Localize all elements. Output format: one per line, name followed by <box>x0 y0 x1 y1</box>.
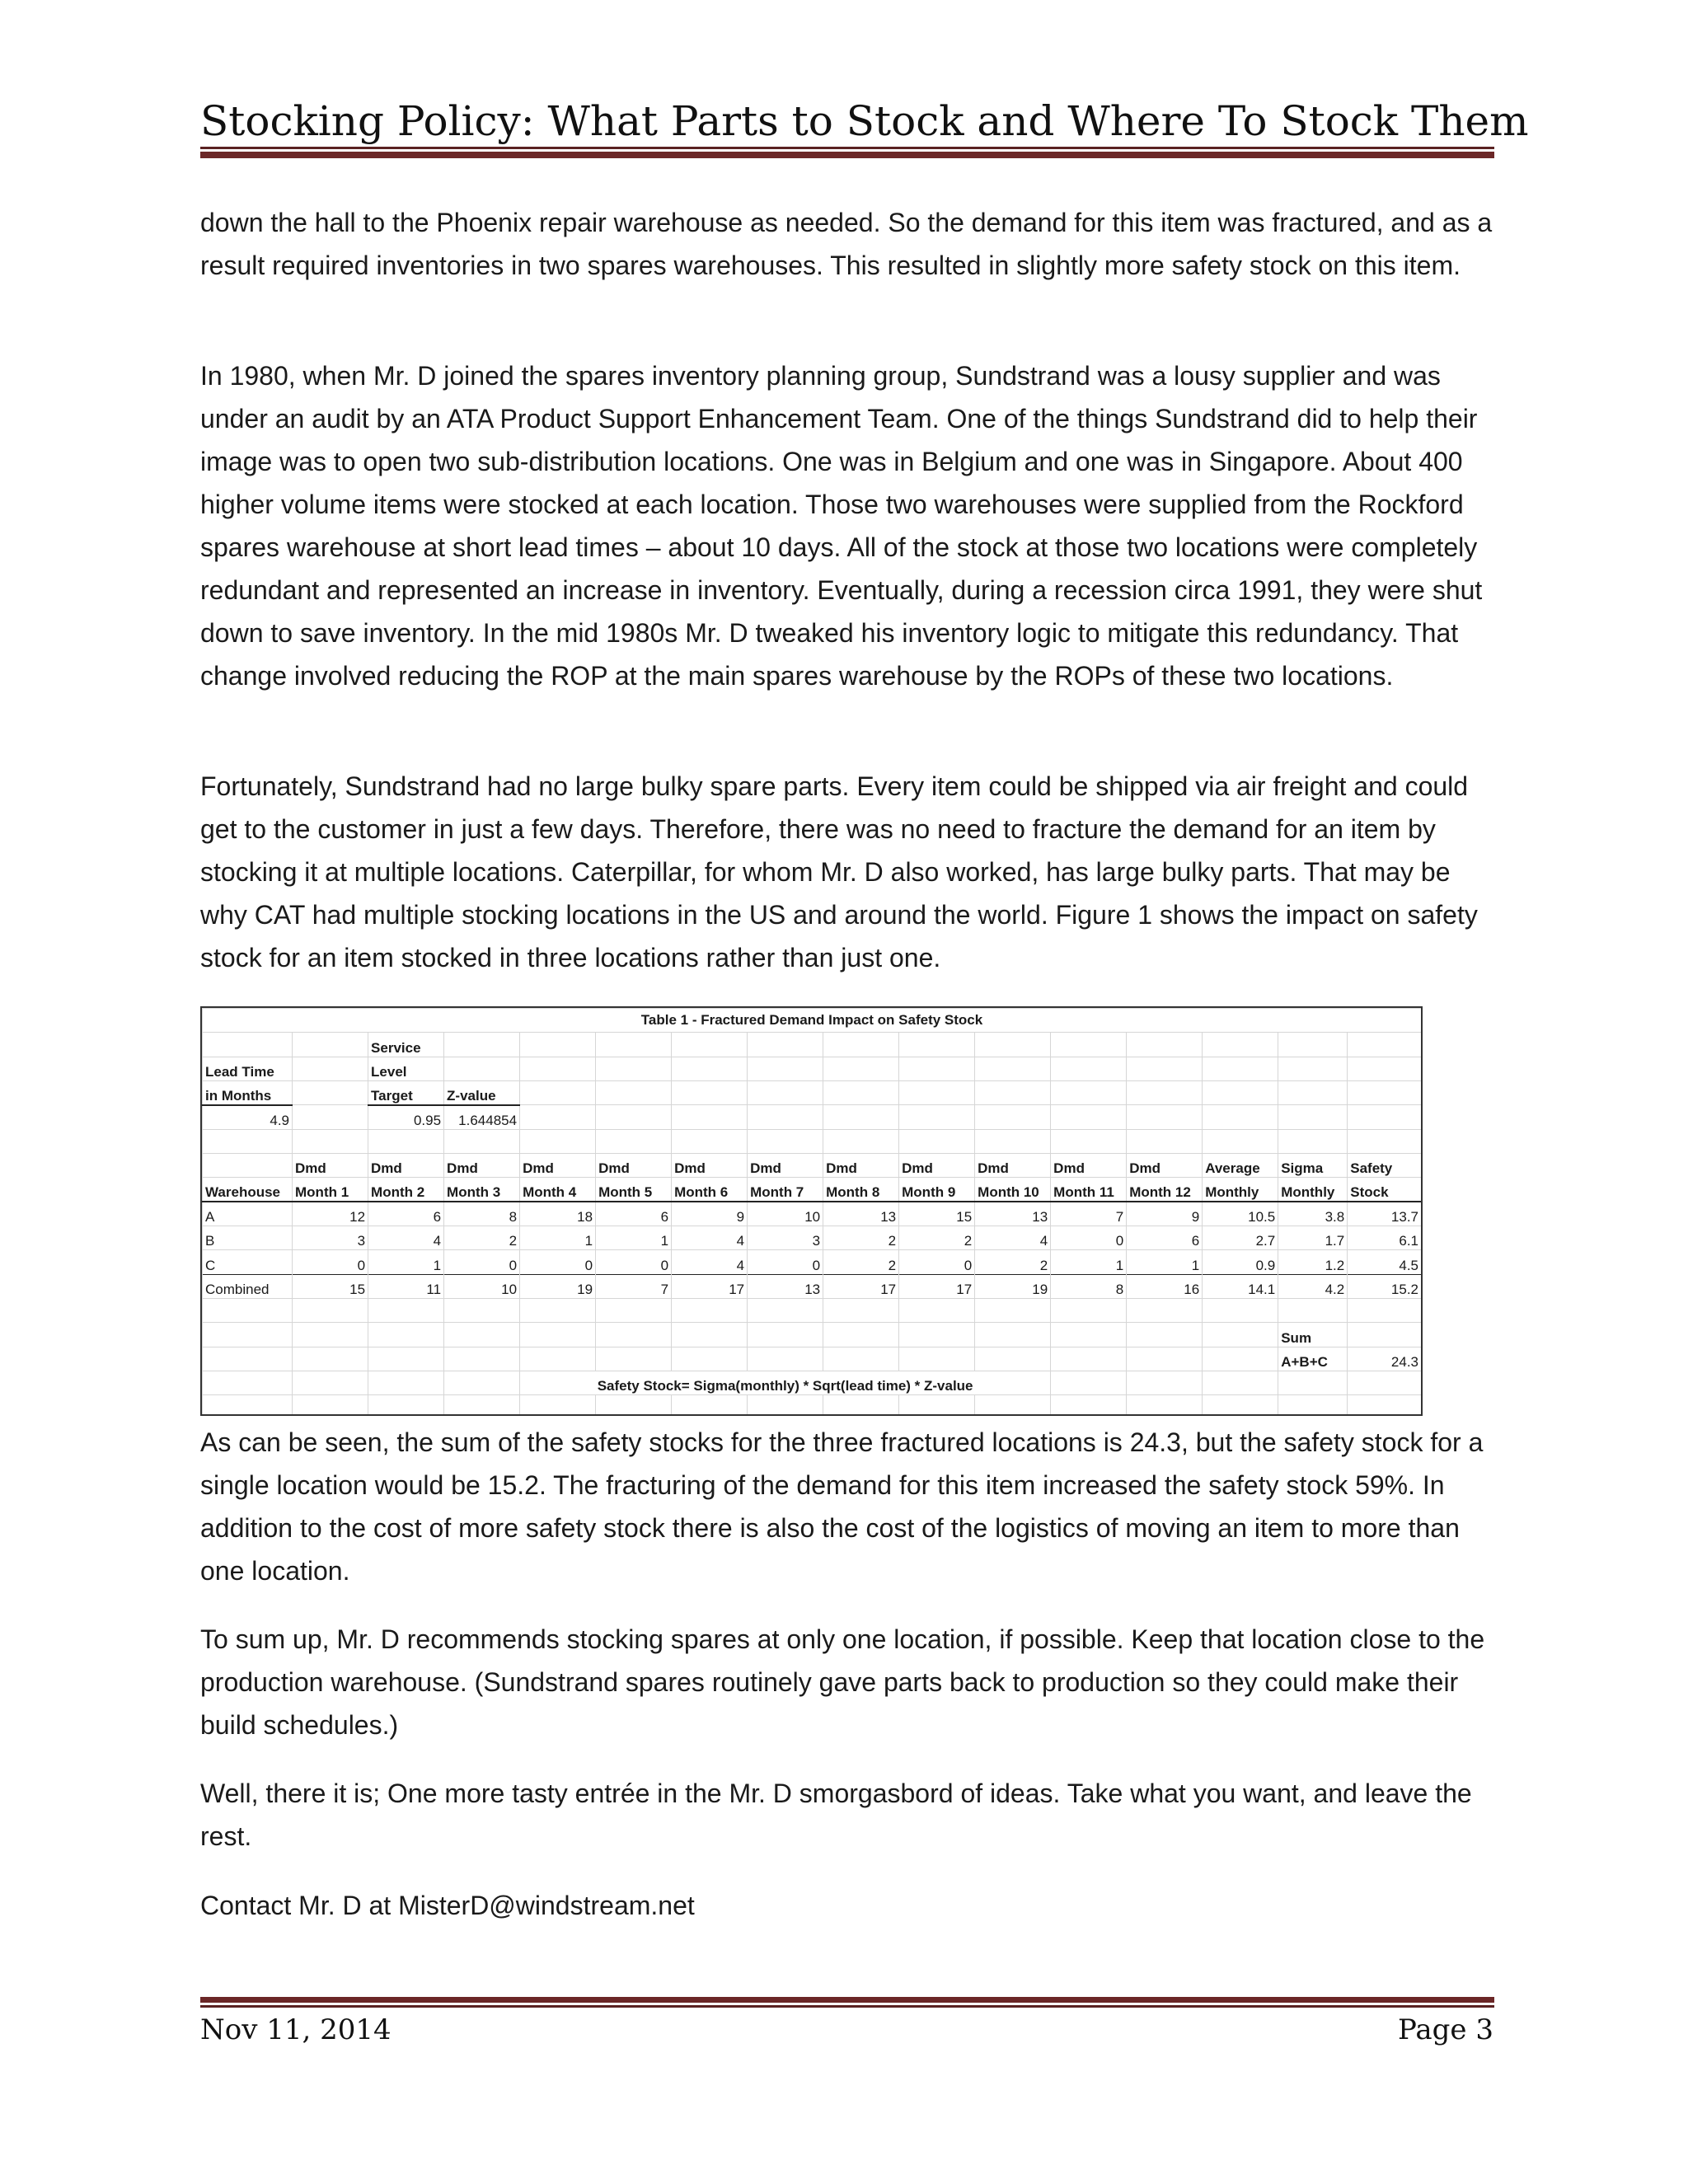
paragraph-closing: Well, there it is; One more tasty entrée in the Mr. D smorgasbord of ideas. Take what you want, and leave the rest. <box>200 1779 1472 1851</box>
table-header-cell: Month 10 <box>975 1178 1051 1202</box>
table-value-cell: 8 <box>444 1202 520 1226</box>
table-header-cell: Dmd <box>823 1153 899 1177</box>
page-header-title: Stocking Policy: What Parts to Stock and Where To Stock Them <box>200 97 1529 145</box>
paragraph-1980-history: In 1980, when Mr. D joined the spares inventory planning group, Sundstrand was a lousy supplier and was under an audit by an ATA Product Support Enhancement Team. One of the things Sundstrand did to help their image was to open two sub-distribution locations. One was in Belgium and one was in Singapore. About 400 higher volume items were stocked at each location. Those two warehouses were supplied from the Rockford spares warehouse at short lead times – about 10 days. All of the stock at those two locations were completely redundant and represented an increase in inventory. Eventually, during a recession circa 1991, they were shut down to save inventory. In the mid 1980s Mr. D tweaked his inventory logic to mitigate this redundancy. That change involved reducing the ROP at the main spares warehouse by the ROPs of these two locations. <box>200 361 1483 691</box>
lead-time-value: 4.9 <box>203 1105 293 1129</box>
footer-rule <box>200 1997 1494 2008</box>
table-header-cell: Month 1 <box>293 1178 368 1202</box>
table-header-cell: Average <box>1203 1153 1278 1177</box>
table-value-cell: 13.7 <box>1348 1202 1421 1226</box>
table-header-cell: Month 3 <box>444 1178 520 1202</box>
table-value-cell: 10 <box>444 1274 520 1298</box>
table-header-cell: Dmd <box>975 1153 1051 1177</box>
table-value-cell: 17 <box>823 1274 899 1298</box>
table-value-cell: 19 <box>975 1274 1051 1298</box>
table-header-cell: Month 12 <box>1127 1178 1203 1202</box>
table-value-cell: 13 <box>975 1202 1051 1226</box>
table-value-cell: 19 <box>520 1274 596 1298</box>
table-value-cell: 7 <box>596 1274 672 1298</box>
table-header-cell: Monthly <box>1203 1178 1278 1202</box>
warehouse-name-cell: B <box>203 1226 293 1249</box>
table-value-cell: 17 <box>672 1274 748 1298</box>
table-value-cell: 4.2 <box>1278 1274 1348 1298</box>
paragraph-contact: Contact Mr. D at MisterD@windstream.net <box>200 1891 695 1920</box>
table-value-cell: 12 <box>293 1202 368 1226</box>
warehouse-name-cell: A <box>203 1202 293 1226</box>
table-value-cell: 11 <box>368 1274 444 1298</box>
table-title: Table 1 - Fractured Demand Impact on Safety Stock <box>203 1009 1422 1033</box>
safety-stock-formula: Safety Stock= Sigma(monthly) * Sqrt(lead time) * Z-value <box>520 1371 1051 1394</box>
sum-label-2: A+B+C <box>1278 1347 1348 1371</box>
table-value-cell: 4 <box>368 1226 444 1249</box>
service-level-label-3: Target <box>368 1080 444 1104</box>
table-value-cell: 9 <box>1127 1202 1203 1226</box>
table-value-cell: 16 <box>1127 1274 1203 1298</box>
table-header-cell: Dmd <box>444 1153 520 1177</box>
table-value-cell: 0 <box>596 1250 672 1274</box>
sum-label-1: Sum <box>1278 1323 1348 1347</box>
table-value-cell: 15 <box>293 1274 368 1298</box>
table-value-cell: 18 <box>520 1202 596 1226</box>
table-value-cell: 8 <box>1051 1274 1127 1298</box>
table-header-cell: Month 5 <box>596 1178 672 1202</box>
table-value-cell: 0 <box>1051 1226 1127 1249</box>
table-value-cell: 15 <box>899 1202 975 1226</box>
table-value-cell: 14.1 <box>1203 1274 1278 1298</box>
table-value-cell: 0 <box>520 1250 596 1274</box>
table-header-cell: Dmd <box>293 1153 368 1177</box>
table-value-cell: 6 <box>368 1202 444 1226</box>
lead-time-label-2: in Months <box>203 1080 293 1104</box>
table-value-cell: 0 <box>748 1250 823 1274</box>
table-value-cell: 10 <box>748 1202 823 1226</box>
table-value-cell: 15.2 <box>1348 1274 1421 1298</box>
warehouse-name-cell: C <box>203 1250 293 1274</box>
table-value-cell: 0.9 <box>1203 1250 1278 1274</box>
table-header-cell: Dmd <box>368 1153 444 1177</box>
table-value-cell: 13 <box>748 1274 823 1298</box>
table-value-cell: 6.1 <box>1348 1226 1421 1249</box>
table-value-cell: 13 <box>823 1202 899 1226</box>
paragraph-phoenix-warehouse: down the hall to the Phoenix repair warehouse as needed. So the demand for this item was fractured, and as a result required inventories in two spares warehouses. This resulted in slightly more safety stock on this item. <box>200 208 1493 280</box>
table-header-cell: Month 4 <box>520 1178 596 1202</box>
zvalue-value: 1.644854 <box>444 1105 520 1129</box>
table-value-cell: 9 <box>672 1202 748 1226</box>
table-value-cell: 3.8 <box>1278 1202 1348 1226</box>
table-header-cell: Dmd <box>596 1153 672 1177</box>
table-value-cell: 1.7 <box>1278 1226 1348 1249</box>
sum-value: 24.3 <box>1348 1347 1421 1371</box>
service-level-label-2: Level <box>368 1057 444 1080</box>
table-header-cell: Month 9 <box>899 1178 975 1202</box>
fractured-demand-table <box>200 1006 1423 1416</box>
table-value-cell: 2 <box>823 1226 899 1249</box>
header-rule <box>200 147 1494 158</box>
table-value-cell: 1 <box>520 1226 596 1249</box>
table-value-cell: 3 <box>293 1226 368 1249</box>
table-value-cell: 6 <box>596 1202 672 1226</box>
table-header-cell: Dmd <box>520 1153 596 1177</box>
table-header-cell: Month 11 <box>1051 1178 1127 1202</box>
table-value-cell: 4 <box>672 1250 748 1274</box>
paragraph-safety-stock-result: As can be seen, the sum of the safety stocks for the three fractured locations is 24.3, but the safety stock for a single location would be 15.2. The fracturing of the demand for this item increased the safety stock 59%. In addition to the cost of more safety stock there is also the cost of the logistics of moving an item to more than one location. <box>200 1427 1484 1586</box>
paragraph-recommendation: To sum up, Mr. D recommends stocking spares at only one location, if possible. Keep that location close to the production warehouse. (Sundstrand spares routinely gave parts back to production so they could make their build schedules.) <box>200 1624 1485 1740</box>
table-header-cell: Stock <box>1348 1178 1421 1202</box>
table-value-cell: 4.5 <box>1348 1250 1421 1274</box>
table-header-cell: Safety <box>1348 1153 1421 1177</box>
table-value-cell: 7 <box>1051 1202 1127 1226</box>
service-level-value: 0.95 <box>368 1105 444 1129</box>
table-header-cell: Warehouse <box>203 1178 293 1202</box>
table-header-cell: Dmd <box>672 1153 748 1177</box>
table-value-cell: 1 <box>596 1226 672 1249</box>
table-value-cell: 1 <box>1051 1250 1127 1274</box>
table-header-cell: Dmd <box>748 1153 823 1177</box>
table-header-cell: Dmd <box>899 1153 975 1177</box>
paragraph-bulky-parts: Fortunately, Sundstrand had no large bulky spare parts. Every item could be shipped via air freight and could get to the customer in just a few days. Therefore, there was no need to fracture the demand for an item by stocking it at multiple locations. Caterpillar, for whom Mr. D also worked, has large bulky parts. That may be why CAT had multiple stocking locations in the US and around the world. Figure 1 shows the impact on safety stock for an item stocked in three locations rather than just one. <box>200 771 1478 972</box>
table-value-cell: 3 <box>748 1226 823 1249</box>
table-header-cell: Sigma <box>1278 1153 1348 1177</box>
table-value-cell: 1 <box>1127 1250 1203 1274</box>
footer-date: Nov 11, 2014 <box>200 2013 392 2046</box>
table-value-cell: 2 <box>975 1250 1051 1274</box>
table-header-cell: Month 7 <box>748 1178 823 1202</box>
table-header-cell: Month 2 <box>368 1178 444 1202</box>
table-header-cell: Dmd <box>1051 1153 1127 1177</box>
footer-page-number: Page 3 <box>1398 2013 1493 2046</box>
warehouse-name-cell: Combined <box>203 1274 293 1298</box>
table-value-cell: 0 <box>899 1250 975 1274</box>
zvalue-label: Z-value <box>444 1080 520 1104</box>
table-value-cell: 6 <box>1127 1226 1203 1249</box>
table-value-cell: 4 <box>975 1226 1051 1249</box>
lead-time-label-1: Lead Time <box>203 1057 293 1080</box>
table-value-cell: 2 <box>823 1250 899 1274</box>
table-header-cell <box>203 1153 293 1177</box>
table-value-cell: 0 <box>293 1250 368 1274</box>
table-header-cell: Month 8 <box>823 1178 899 1202</box>
table-value-cell: 2 <box>899 1226 975 1249</box>
table-value-cell: 1 <box>368 1250 444 1274</box>
table-value-cell: 1.2 <box>1278 1250 1348 1274</box>
table-value-cell: 0 <box>444 1250 520 1274</box>
table-value-cell: 4 <box>672 1226 748 1249</box>
table-value-cell: 2 <box>444 1226 520 1249</box>
table-header-cell: Month 6 <box>672 1178 748 1202</box>
table-header-cell: Dmd <box>1127 1153 1203 1177</box>
table-header-cell: Monthly <box>1278 1178 1348 1202</box>
service-level-label-1: Service <box>368 1033 444 1057</box>
table-value-cell: 2.7 <box>1203 1226 1278 1249</box>
table-value-cell: 10.5 <box>1203 1202 1278 1226</box>
table-value-cell: 17 <box>899 1274 975 1298</box>
